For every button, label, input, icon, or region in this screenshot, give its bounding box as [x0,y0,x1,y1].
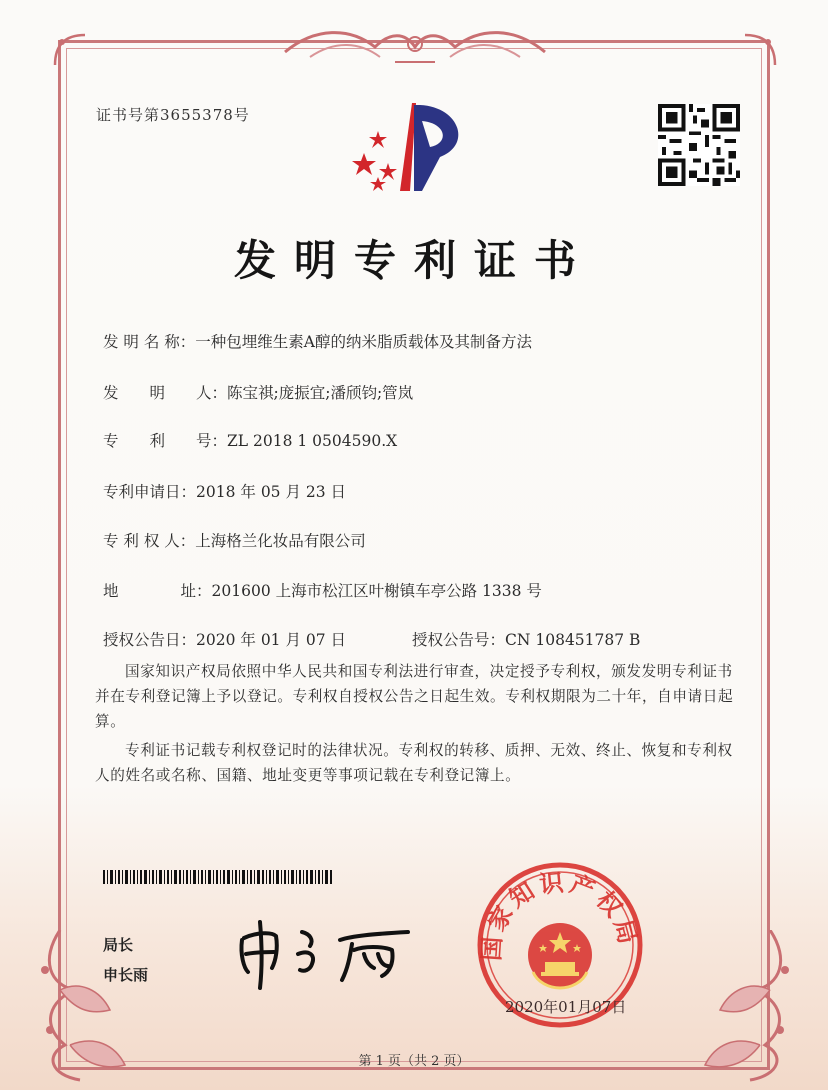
patent-number-label: 专 利 号： [103,432,228,450]
seal-date: 2020年01月07日 [505,998,627,1016]
patentee-row [103,529,366,551]
invention-name-value: 一种包埋维生素A醇的纳米脂质载体及其制备方法 [195,333,532,351]
top-ornament-icon [280,22,550,72]
filing-date-value: 2018 年 05 月 23 日 [196,483,347,501]
patent-number-value: ZL 2018 1 0504590.X [227,432,398,450]
address-label: 地 址： [103,582,212,600]
barcode-icon [103,870,333,884]
filing-date-label: 专利申请日： [103,483,197,501]
invention-name-label: 发 明 名 称： [103,333,196,351]
invention-name-row [103,330,532,352]
certificate-title: 发明专利证书 [233,236,594,285]
director-name: 申长雨 [103,966,149,984]
director-title: 局长 [103,936,134,954]
qr-code-icon [658,104,740,186]
patent-number-row [103,429,397,451]
patent-office-logo-icon [350,95,480,205]
inventors-label: 发 明 人： [103,384,228,402]
legal-paragraph-1: 国家知识产权局依照中华人民共和国专利法进行审查，决定授予专利权，颁发发明专利证书并在专利登记簿上予以登记。专利权自授权公告之日起生效。专利权期限为二十年，自申请日起算。 [95,663,734,730]
page-number: 第 1 页（共 2 页） [358,1054,470,1069]
grant-date-label: 授权公告日： [103,631,197,649]
inventors-row [103,381,413,403]
grant-number-label: 授权公告号： [412,631,506,649]
filing-date-row [103,480,346,502]
grant-number-value: CN 108451787 B [505,631,641,649]
certificate-number: 证书号第3655378号 [96,106,250,124]
svg-text:国家知识产权局: 国家知识产权局 [477,868,643,962]
address-value: 201600 上海市松江区叶榭镇车亭公路 1338 号 [211,582,542,600]
grant-number-row [412,628,640,650]
grant-date-value: 2020 年 01 月 07 日 [196,631,347,649]
patentee-value: 上海格兰化妆品有限公司 [195,532,366,550]
grant-date-row [103,628,346,650]
corner-ornament-icon [50,30,90,70]
address-row [103,579,542,601]
director-signature-icon [232,910,422,990]
corner-ornament-icon [740,30,780,70]
patentee-label: 专 利 权 人： [103,532,196,550]
inventors-value: 陈宝祺;庞振宜;潘颀钧;管岚 [227,384,414,402]
legal-paragraph-2: 专利证书记载专利权登记时的法律状况。专利权的转移、质押、无效、终止、恢复和专利权人的姓名或名称、国籍、地址变更等事项记载在专利登记簿上。 [95,742,733,784]
